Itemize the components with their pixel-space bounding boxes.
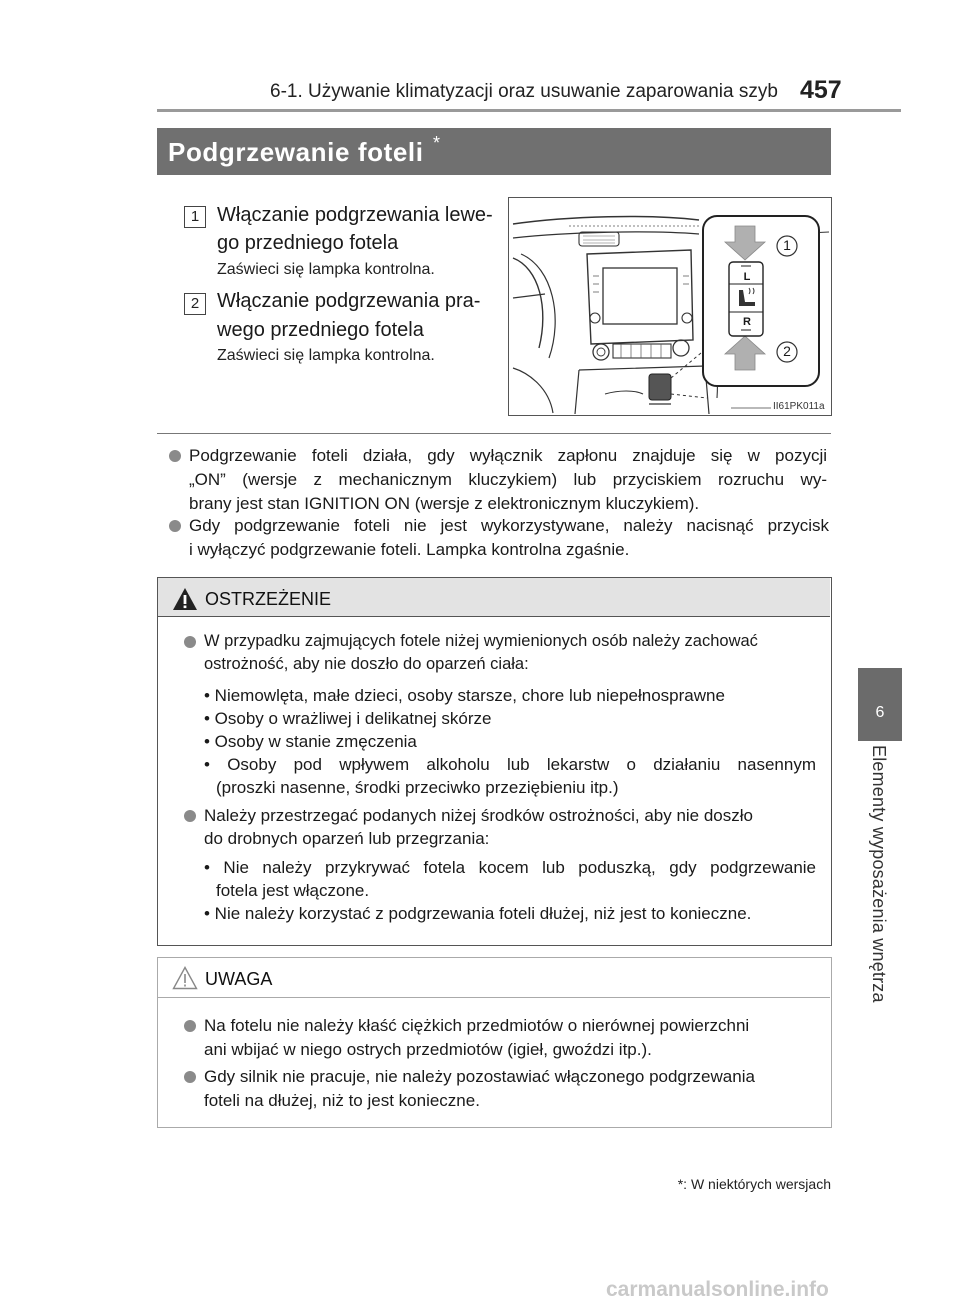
warning-list-1-item-1: • Niemowlęta, małe dzieci, osoby starsze, chore lub niepełnosprawne (204, 686, 725, 705)
bullet-2 (189, 514, 829, 562)
bullet-1-line-2: „ON” (wersje z mechanicznym kluczykiem) lub przyciskiem rozruchu wy- (189, 470, 827, 489)
switch-label-right: R (743, 316, 751, 328)
watermark: carmanualsonline.info (606, 1278, 829, 1301)
bullet-1-line-1: Podgrzewanie foteli działa, gdy wyłącznik zapłonu znajduje się w pozycji (189, 446, 827, 465)
footnote (600, 1176, 831, 1192)
chapter-number: 6 (875, 704, 885, 721)
heading-asterisk: * (433, 133, 441, 153)
footnote-text: : W niektórych wersjach (683, 1176, 831, 1192)
caution-bullet-2-line-1: Gdy silnik nie pracuje, nie należy pozostawiać włączonego podgrzewania (204, 1067, 755, 1086)
item-1-line1: Włączanie podgrzewania lewe- (217, 204, 493, 226)
caution-bullet-1-line-1: Na fotelu nie należy kłaść ciężkich przedmiotów o nierównej powierzchni (204, 1016, 750, 1035)
bullet-dot (184, 636, 196, 648)
warning-triangle-icon (172, 587, 198, 611)
item-2-note: Zaświeci się lampka kontrolna. (217, 347, 435, 364)
warning-list-2-item-1-cont: fotela jest włączone. (216, 881, 370, 900)
warning-list-1-item-3: • Osoby w stanie zmęczenia (204, 732, 417, 751)
bullet-dot (184, 810, 196, 822)
page-number: 457 (800, 76, 842, 104)
item-number-2: 2 (184, 293, 206, 315)
footnote-asterisk: * (677, 1176, 684, 1192)
item-2-line1: Włączanie podgrzewania pra- (217, 290, 481, 312)
dashboard-drawing (509, 198, 831, 415)
chapter-tab (858, 668, 902, 741)
warning-list-2-item-2: • Nie należy korzystać z podgrzewania foteli dłużej, niż jest to konieczne. (204, 904, 752, 923)
bullet-2-line-2: i wyłączyć podgrzewanie foteli. Lampka kontrolna zgaśnie. (189, 540, 630, 559)
caution-bullet-2 (204, 1065, 816, 1113)
warning-bullet-2-line-2: do drobnych oparzeń lub przegrzania: (204, 829, 490, 848)
caution-bullet-2-line-2: foteli na dłużej, niż to jest konieczne. (204, 1091, 480, 1110)
section-heading: Podgrzewanie foteli (168, 137, 424, 167)
item-number-1: 1 (184, 206, 206, 228)
chapter-label: Elementy wyposażenia wnętrza (869, 745, 889, 1003)
warning-list-2 (204, 856, 816, 925)
caution-bullet-1-line-2: ani wbijać w niego ostrych przedmiotów (igieł, gwoździ itp.). (204, 1040, 652, 1059)
bullet-dot (169, 520, 181, 532)
bullet-dot (169, 450, 181, 462)
bullet-dot (184, 1020, 196, 1032)
header-rule (157, 109, 901, 112)
switch-label-left: L (743, 271, 751, 283)
warning-list-1-item-4-cont: (proszki nasenne, środki przeciwko przeziębieniu itp.) (216, 778, 619, 797)
warning-title: OSTRZEŻENIE (205, 589, 332, 609)
item-1-note: Zaświeci się lampka kontrolna. (217, 261, 435, 278)
figure-code: II61PK011a (773, 401, 825, 412)
warning-bullet-1-line-2: ostrożność, aby nie doszło do oparzeń ciała: (204, 655, 529, 673)
warning-bullet-1 (204, 630, 816, 676)
bullet-dot (184, 1071, 196, 1083)
figure-callout-2: 2 (783, 343, 791, 359)
warning-list-1-item-4: • Osoby pod wpływem alkoholu lub lekarstw o działaniu nasennym (204, 755, 816, 774)
caution-triangle-icon (172, 966, 198, 990)
warning-bullet-2-line-1: Należy przestrzegać podanych niżej środków ostrożności, aby nie doszło (204, 806, 753, 825)
warning-list-1-item-2: • Osoby o wrażliwej i delikatnej skórze (204, 709, 492, 728)
bullet-2-line-1: Gdy podgrzewanie foteli nie jest wykorzystywane, należy nacisnąć przycisk (189, 516, 829, 535)
caution-title: UWAGA (205, 969, 273, 989)
figure-callout-1: 1 (783, 237, 791, 253)
bullet-1-line-3: brany jest stan IGNITION ON (wersje z elektronicznym kluczykiem). (189, 494, 700, 513)
warning-bullet-1-line-1: W przypadku zajmujących fotele niżej wymienionych osób należy zachować (204, 632, 758, 650)
section-divider (157, 433, 831, 434)
bullet-1 (189, 444, 827, 516)
item-2-line2: wego przedniego fotela (217, 319, 424, 341)
warning-bullet-2 (204, 804, 816, 850)
caution-bullet-1 (204, 1014, 816, 1062)
chapter-label-box (856, 745, 904, 1003)
item-1-line2: go przedniego fotela (217, 232, 399, 254)
dashboard-illustration (508, 197, 832, 416)
running-header-title: 6-1. Używanie klimatyzacji oraz usuwanie zaparowania szyb (270, 81, 778, 102)
warning-list-1 (204, 684, 816, 799)
warning-list-2-item-1: • Nie należy przykrywać fotela kocem lub poduszką, gdy podgrzewanie (204, 858, 816, 877)
